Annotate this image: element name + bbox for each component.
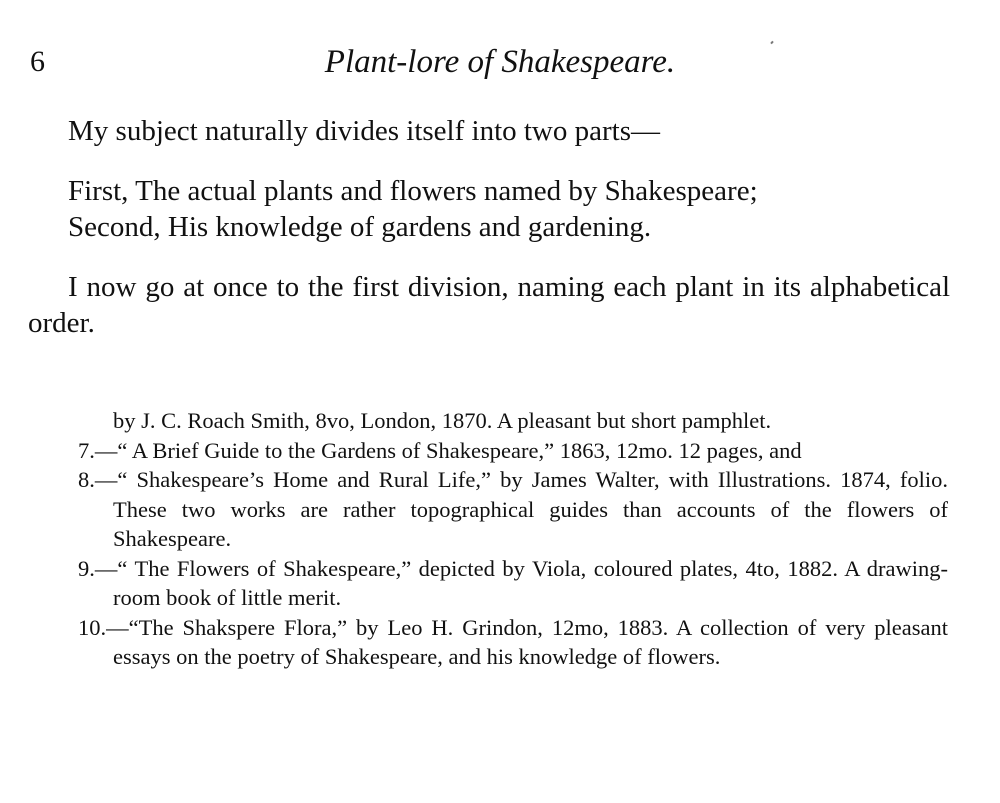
paragraph-second-part: Second, His knowledge of gardens and gardening. [68,211,652,243]
footnote-number: 8.— [78,467,118,492]
footnote-number: 9.— [78,555,118,581]
footnote-8 [78,465,948,554]
running-head: Plant-lore of Shakespeare. [324,44,676,80]
body-text [28,113,950,341]
page-number: 6 [30,45,45,78]
footnote-text: “ The Flowers of Shakespeare,” depicted by Viola, coloured plates, 4to, 1882. A drawing-room book of little merit. [113,555,948,610]
footnote-7 [78,436,948,466]
footnote-10 [78,613,948,672]
footnote-text: “The Shakspere Flora,” by Leo H. Grindon, 12mo, 1883. A collection of very pleasant essays on the poetry of Shakespeare, and his knowledge of flowers. [113,614,948,669]
paragraph-first-part: First, The actual plants and flowers named by Shakespeare; [68,175,758,207]
paragraph-subject-division: My subject naturally divides itself into two parts— [68,115,660,147]
footnote-text: “ Shakespeare’s Home and Rural Life,” by James Walter, with Illustrations. 1874, folio. These two works are rather topographical guides than accounts of the flowers of Shakespeare. [113,467,948,551]
footnote-9 [78,554,948,613]
footnote-continuation: by J. C. Roach Smith, 8vo, London, 1870. A pleasant but short pamphlet. [113,408,772,433]
footnote-number: 10.— [78,614,129,640]
footnote-text: “ A Brief Guide to the Gardens of Shakespeare,” 1863, 12mo. 12 pages, and [117,437,802,463]
footnotes [78,406,948,672]
paragraph-first-division: I now go at once to the first division, naming each plant in its alphabetical order. [28,271,950,339]
footnote-number: 7.— [78,437,118,463]
print-speck [770,41,773,45]
